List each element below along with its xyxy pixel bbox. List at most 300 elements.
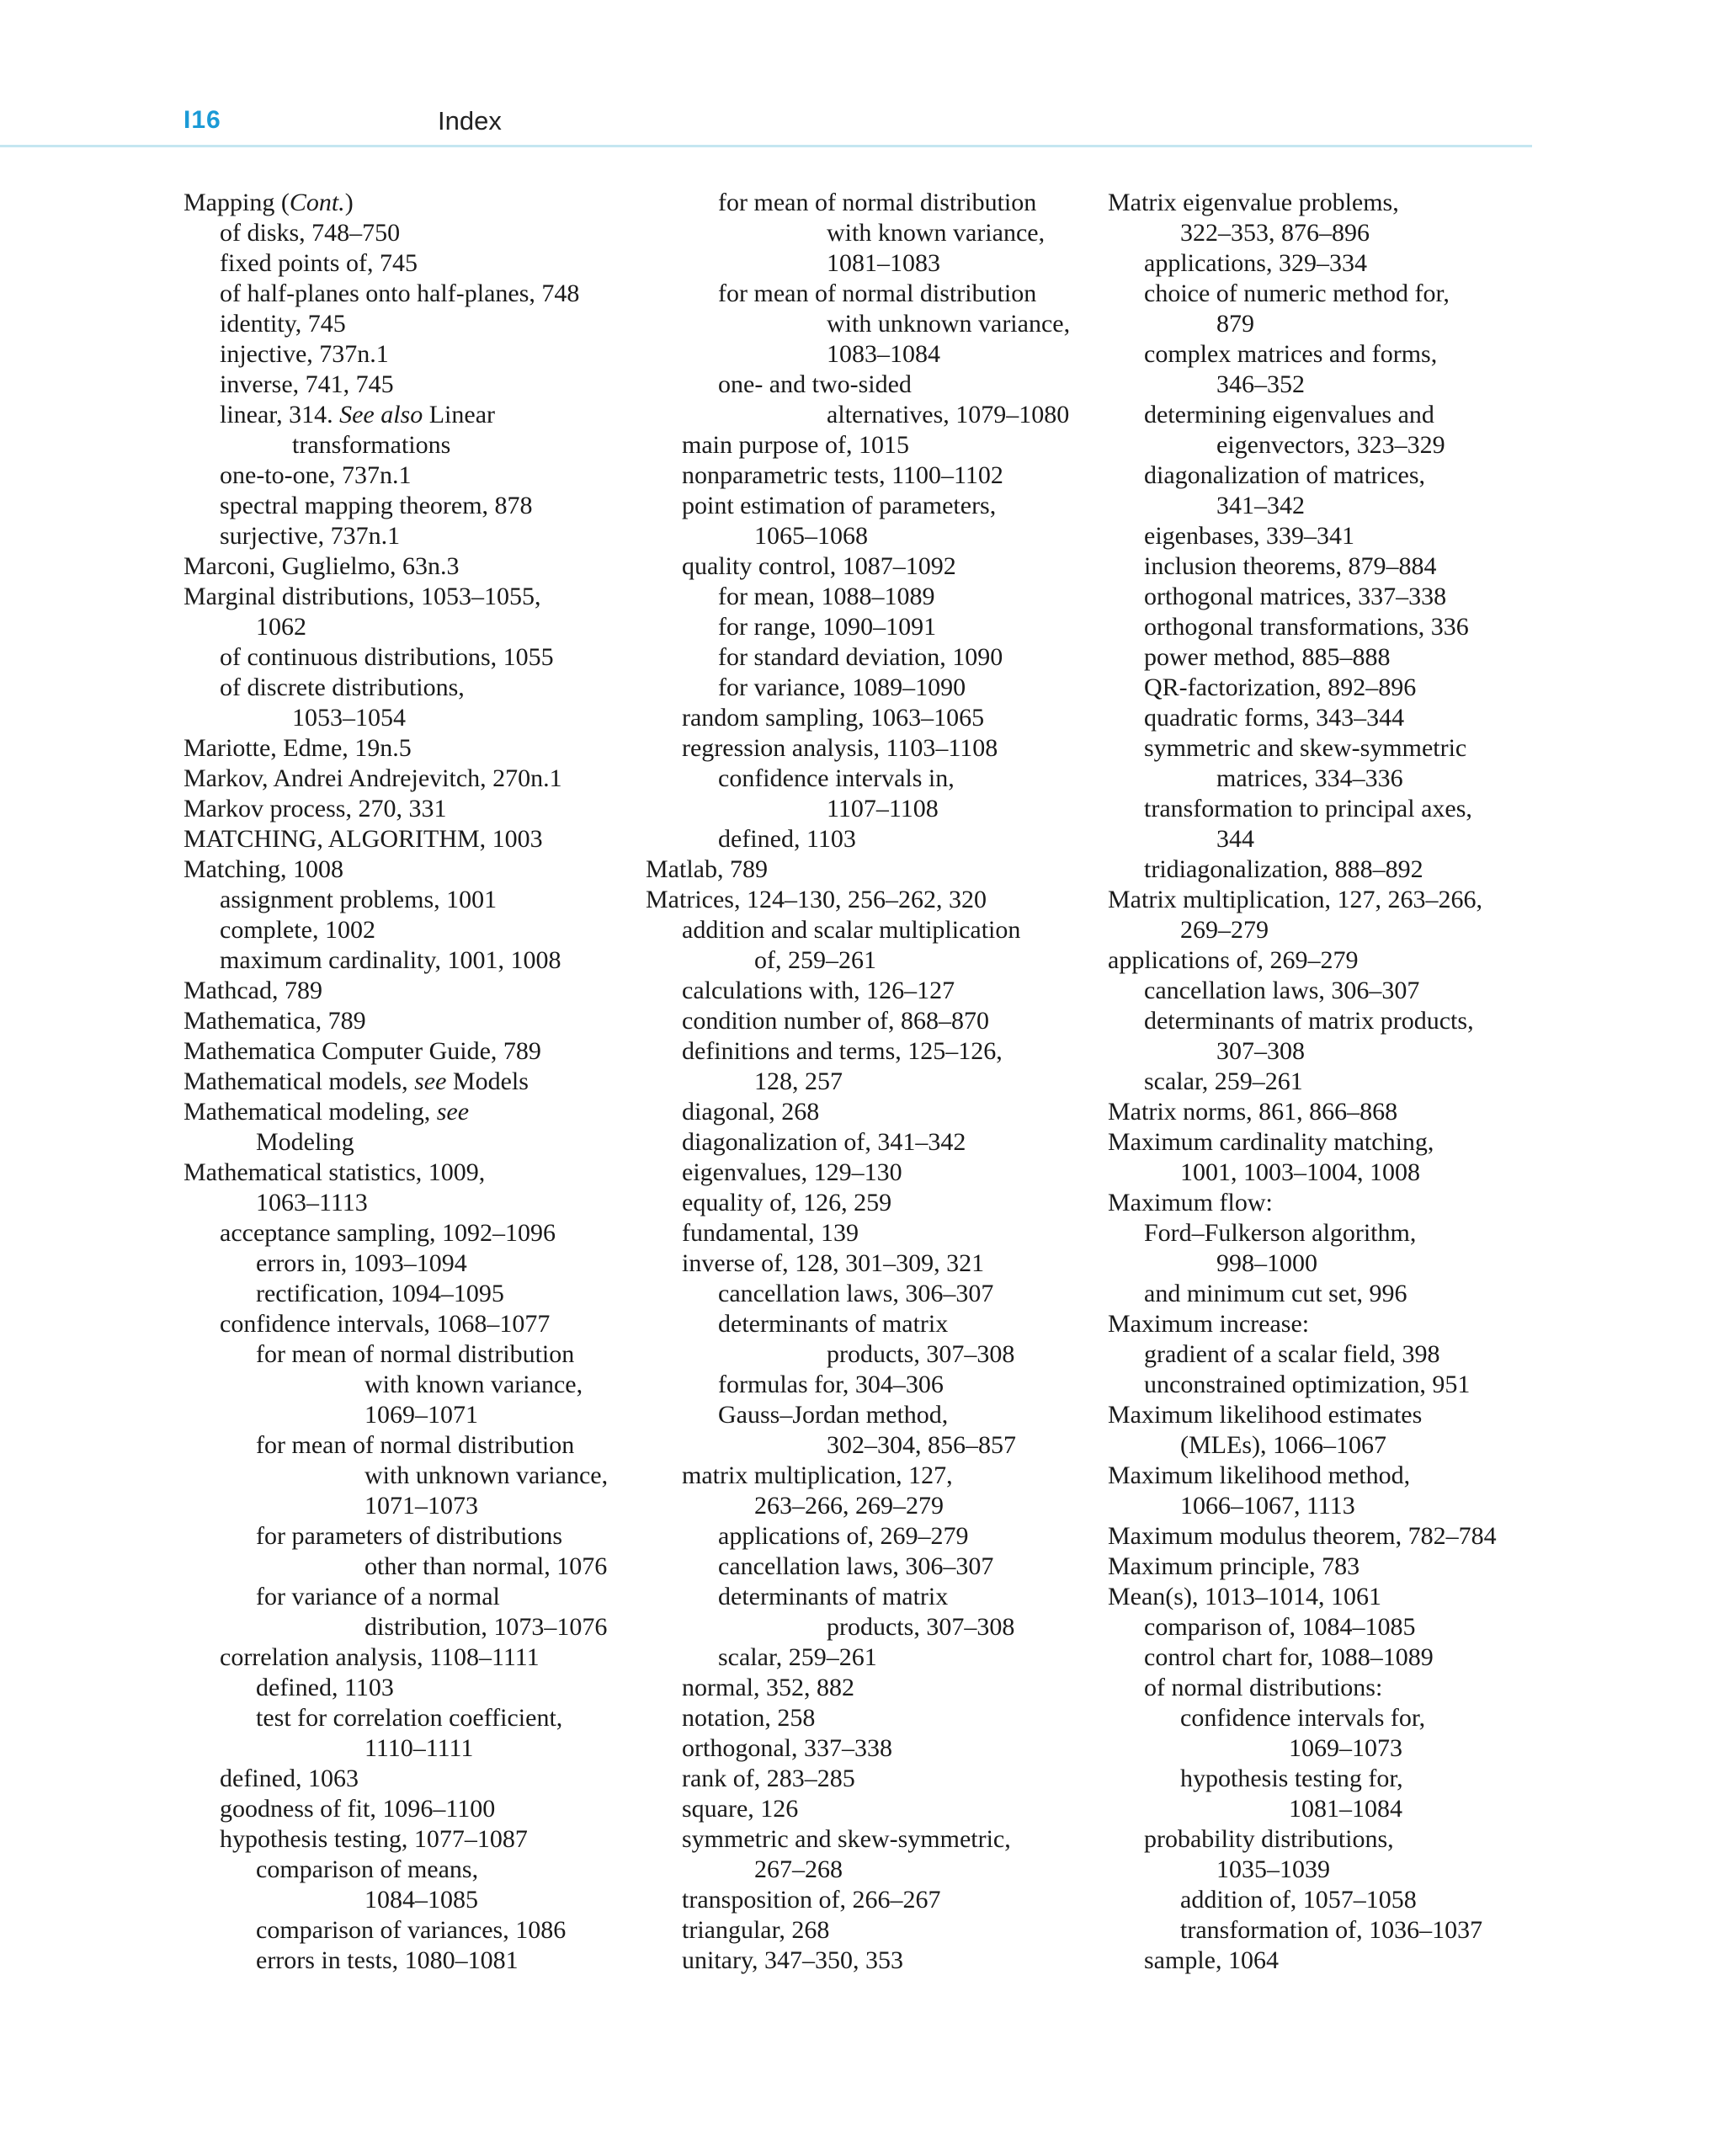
index-entry	[184, 248, 621, 279]
entry-italic: Cont.	[289, 189, 345, 216]
index-entry	[646, 642, 1100, 673]
entry-text: normal, 352, 882	[682, 1674, 854, 1701]
entry-text: of normal distributions:	[1144, 1674, 1383, 1701]
index-entry	[1108, 1612, 1546, 1642]
entry-text: Markov process, 270, 331	[184, 795, 447, 822]
entry-text: correlation analysis, 1108–1111	[220, 1643, 540, 1671]
index-entry	[646, 1036, 1100, 1067]
entry-text: 1107–1108	[827, 795, 939, 822]
entry-text: for mean of normal distribution	[718, 279, 1037, 307]
entry-text: point estimation of parameters,	[682, 492, 997, 519]
index-entry	[184, 824, 621, 854]
entry-text: transformations	[292, 431, 451, 459]
entry-text: notation, 258	[682, 1704, 816, 1732]
index-entry	[184, 1309, 621, 1339]
index-entry	[1108, 248, 1546, 279]
entry-text: diagonal, 268	[682, 1098, 820, 1126]
index-entry	[184, 612, 621, 642]
entry-text: comparison of variances, 1086	[256, 1916, 567, 1944]
index-entry	[1108, 400, 1546, 430]
entry-text: spectral mapping theorem, 878	[220, 492, 533, 519]
index-entry	[1108, 673, 1546, 703]
entry-text: Ford–Fulkerson algorithm,	[1144, 1219, 1417, 1247]
entry-text: random sampling, 1063–1065	[682, 704, 985, 732]
index-entry	[184, 1279, 621, 1309]
entry-text: unitary, 347–350, 353	[682, 1946, 904, 1974]
index-entry	[1108, 1824, 1546, 1855]
index-entry	[1108, 1642, 1546, 1673]
index-entry	[184, 551, 621, 582]
index-entry	[1108, 915, 1546, 945]
entry-text: with known variance,	[364, 1371, 583, 1398]
entry-text: complete, 1002	[220, 916, 375, 944]
entry-text: one- and two-sided	[718, 370, 912, 398]
index-entry	[184, 673, 621, 703]
entry-text: confidence intervals in,	[718, 764, 955, 792]
entry-text: power method, 885–888	[1144, 643, 1391, 671]
entry-text: 344	[1216, 825, 1254, 853]
index-entry	[184, 1703, 621, 1733]
index-entry	[184, 1127, 621, 1158]
entry-text: matrix multiplication, 127,	[682, 1461, 953, 1489]
entry-text: 267–268	[754, 1855, 843, 1883]
entry-text: transposition of, 266–267	[682, 1886, 941, 1914]
index-entry	[1108, 733, 1546, 764]
index-entry	[184, 1158, 621, 1188]
entry-text: quality control, 1087–1092	[682, 552, 956, 580]
index-entry	[646, 279, 1100, 309]
entry-text: for standard deviation, 1090	[718, 643, 1003, 671]
index-entry	[184, 1824, 621, 1855]
index-entry	[646, 1279, 1100, 1309]
entry-text: test for correlation coefficient,	[256, 1704, 563, 1732]
entry-text: Modeling	[256, 1128, 354, 1156]
entry-text: 1001, 1003–1004, 1008	[1180, 1158, 1420, 1186]
index-entry	[184, 400, 621, 430]
index-entry	[184, 1248, 621, 1279]
entry-text: diagonalization of matrices,	[1144, 461, 1426, 489]
entry-text: for mean of normal distribution	[718, 189, 1037, 216]
index-entry	[184, 582, 621, 612]
entry-text-after: Models	[446, 1067, 529, 1095]
entry-text: for parameters of distributions	[256, 1522, 563, 1550]
index-entry	[646, 1552, 1100, 1582]
index-entry	[1108, 1067, 1546, 1097]
index-entry	[646, 1370, 1100, 1400]
index-entry	[1108, 642, 1546, 673]
index-entry	[184, 1764, 621, 1794]
entry-text: Matrix norms, 861, 866–868	[1108, 1098, 1398, 1126]
entry-text: applications of, 269–279	[1108, 946, 1359, 974]
index-entry	[646, 1006, 1100, 1036]
entry-text: defined, 1063	[220, 1765, 359, 1792]
index-entry	[646, 1097, 1100, 1127]
entry-text: 1071–1073	[364, 1492, 478, 1520]
entry-text: confidence intervals for,	[1180, 1704, 1426, 1732]
entry-text: quadratic forms, 343–344	[1144, 704, 1405, 732]
entry-text: 998–1000	[1216, 1249, 1317, 1277]
index-entry	[646, 218, 1100, 248]
index-entry	[184, 460, 621, 491]
index-entry	[1108, 824, 1546, 854]
index-entry	[1108, 1218, 1546, 1248]
entry-text: Marconi, Guglielmo, 63n.3	[184, 552, 460, 580]
entry-text: comparison of, 1084–1085	[1144, 1613, 1416, 1641]
index-entry	[184, 1036, 621, 1067]
entry-text: eigenvectors, 323–329	[1216, 431, 1445, 459]
entry-text: 341–342	[1216, 492, 1305, 519]
entry-text: maximum cardinality, 1001, 1008	[220, 946, 561, 974]
index-entry	[646, 673, 1100, 703]
entry-text: assignment problems, 1001	[220, 886, 498, 913]
index-entry	[184, 1370, 621, 1400]
entry-text: transformation of, 1036–1037	[1180, 1916, 1483, 1944]
index-entry	[184, 1733, 621, 1764]
index-column-3	[1108, 188, 1546, 1976]
index-entry	[646, 370, 1100, 400]
index-entry	[1108, 945, 1546, 976]
page-header	[0, 0, 1532, 147]
entry-text: orthogonal, 337–338	[682, 1734, 892, 1762]
entry-text: 1053–1054	[292, 704, 406, 732]
index-entry	[184, 1430, 621, 1461]
entry-text: products, 307–308	[827, 1340, 1015, 1368]
index-entry	[1108, 976, 1546, 1006]
entry-text: 307–308	[1216, 1037, 1305, 1065]
entry-text: 1066–1067, 1113	[1180, 1492, 1355, 1520]
entry-text: 1065–1068	[754, 522, 868, 550]
entry-text: determinants of matrix products,	[1144, 1007, 1474, 1035]
index-entry	[646, 1794, 1100, 1824]
entry-text: Matching, 1008	[184, 855, 343, 883]
index-column-1	[184, 188, 621, 1976]
index-entry	[184, 1067, 621, 1097]
entry-text: eigenvalues, 129–130	[682, 1158, 902, 1186]
entry-text: Mathcad, 789	[184, 977, 322, 1004]
entry-text: for mean of normal distribution	[256, 1431, 575, 1459]
index-entry	[184, 1491, 621, 1521]
index-entry	[184, 309, 621, 339]
entry-text: eigenbases, 339–341	[1144, 522, 1354, 550]
entry-text-after: )	[344, 189, 354, 216]
entry-italic: see	[414, 1067, 447, 1095]
entry-text: 263–266, 269–279	[754, 1492, 944, 1520]
index-entry	[646, 1915, 1100, 1946]
index-entry	[184, 339, 621, 370]
entry-text: of continuous distributions, 1055	[220, 643, 554, 671]
entry-text: addition and scalar multiplication	[682, 916, 1021, 944]
entry-text: addition of, 1057–1058	[1180, 1886, 1417, 1914]
entry-text: 1063–1113	[256, 1189, 368, 1216]
index-entry	[1108, 1279, 1546, 1309]
entry-text: determinants of matrix	[718, 1310, 949, 1338]
entry-text: unconstrained optimization, 951	[1144, 1371, 1471, 1398]
entry-text: scalar, 259–261	[1144, 1067, 1303, 1095]
index-entry	[184, 642, 621, 673]
index-entry	[646, 430, 1100, 460]
entry-text: linear, 314.	[220, 401, 340, 429]
index-entry	[646, 339, 1100, 370]
entry-text: MATCHING, ALGORITHM, 1003	[184, 825, 543, 853]
entry-text: Mean(s), 1013–1014, 1061	[1108, 1583, 1381, 1610]
index-entry	[646, 1582, 1100, 1612]
index-entry	[646, 582, 1100, 612]
index-entry	[646, 915, 1100, 945]
index-entry	[1108, 1946, 1546, 1976]
index-entry	[184, 1885, 621, 1915]
entry-text: cancellation laws, 306–307	[718, 1280, 994, 1307]
entry-text: cancellation laws, 306–307	[718, 1552, 994, 1580]
index-entry	[1108, 854, 1546, 885]
index-entry	[1108, 430, 1546, 460]
index-entry	[646, 1642, 1100, 1673]
entry-text: Mathematica Computer Guide, 789	[184, 1037, 541, 1065]
entry-text: Mathematical models,	[184, 1067, 415, 1095]
page-number: I16	[184, 106, 221, 134]
index-entry	[1108, 1309, 1546, 1339]
entry-text: identity, 745	[220, 310, 346, 338]
index-entry	[1108, 1036, 1546, 1067]
index-entry	[184, 1006, 621, 1036]
entry-text: calculations with, 126–127	[682, 977, 955, 1004]
index-entry	[646, 1067, 1100, 1097]
entry-text: nonparametric tests, 1100–1102	[682, 461, 1003, 489]
entry-text: 1069–1073	[1289, 1734, 1402, 1762]
index-entry	[1108, 1764, 1546, 1794]
entry-text: definitions and terms, 125–126,	[682, 1037, 1003, 1065]
entry-text: applications of, 269–279	[718, 1522, 969, 1550]
entry-text: Marginal distributions, 1053–1055,	[184, 583, 541, 610]
entry-text: other than normal, 1076	[364, 1552, 608, 1580]
index-entry	[1108, 1582, 1546, 1612]
entry-text: main purpose of, 1015	[682, 431, 909, 459]
index-entry	[184, 1218, 621, 1248]
index-entry	[184, 885, 621, 915]
entry-text: equality of, 126, 259	[682, 1189, 892, 1216]
entry-text: 1062	[256, 613, 306, 641]
index-entry	[646, 1521, 1100, 1552]
index-entry	[184, 430, 621, 460]
index-entry	[646, 1885, 1100, 1915]
index-entry	[1108, 582, 1546, 612]
index-entry	[1108, 1370, 1546, 1400]
index-entry	[1108, 1158, 1546, 1188]
entry-text: defined, 1103	[718, 825, 856, 853]
entry-text: Maximum flow:	[1108, 1189, 1273, 1216]
entry-text: and minimum cut set, 996	[1144, 1280, 1407, 1307]
index-entry	[184, 1915, 621, 1946]
index-entry	[1108, 1006, 1546, 1036]
entry-text: errors in tests, 1080–1081	[256, 1946, 519, 1974]
index-entry	[646, 1673, 1100, 1703]
entry-text: condition number of, 868–870	[682, 1007, 989, 1035]
entry-text: for mean of normal distribution	[256, 1340, 575, 1368]
entry-text: Mathematica, 789	[184, 1007, 366, 1035]
entry-text: 322–353, 876–896	[1180, 219, 1370, 247]
index-entry	[646, 1218, 1100, 1248]
index-entry	[646, 824, 1100, 854]
entry-text: Matrix eigenvalue problems,	[1108, 189, 1399, 216]
index-entry	[646, 703, 1100, 733]
entry-text: rank of, 283–285	[682, 1765, 855, 1792]
index-entry	[1108, 1127, 1546, 1158]
index-entry	[184, 521, 621, 551]
index-entry	[646, 1158, 1100, 1188]
index-entry	[1108, 1339, 1546, 1370]
entry-text: determinants of matrix	[718, 1583, 949, 1610]
index-entry	[1108, 1733, 1546, 1764]
index-entry	[184, 188, 621, 218]
entry-text: for variance, 1089–1090	[718, 673, 966, 701]
entry-text: for range, 1090–1091	[718, 613, 937, 641]
entry-text: transformation to principal axes,	[1144, 795, 1472, 822]
entry-text: tridiagonalization, 888–892	[1144, 855, 1423, 883]
index-entry	[646, 1339, 1100, 1370]
index-entry	[184, 218, 621, 248]
index-entry	[646, 945, 1100, 976]
index-entry	[646, 400, 1100, 430]
entry-text-after: Linear	[423, 401, 496, 429]
entry-text: of disks, 748–750	[220, 219, 401, 247]
entry-text: Matrix multiplication, 127, 263–266,	[1108, 886, 1482, 913]
entry-text: errors in, 1093–1094	[256, 1249, 467, 1277]
entry-text: complex matrices and forms,	[1144, 340, 1438, 368]
entry-text: diagonalization of, 341–342	[682, 1128, 966, 1156]
index-entry	[184, 794, 621, 824]
entry-italic: see	[436, 1098, 470, 1126]
index-entry	[184, 976, 621, 1006]
entry-text: of, 259–261	[754, 946, 876, 974]
entry-text: regression analysis, 1103–1108	[682, 734, 998, 762]
index-entry	[646, 1309, 1100, 1339]
index-entry	[646, 1248, 1100, 1279]
entry-text: injective, 737n.1	[220, 340, 389, 368]
entry-text: Maximum cardinality matching,	[1108, 1128, 1434, 1156]
index-entry	[184, 491, 621, 521]
index-entry	[646, 854, 1100, 885]
index-entry	[646, 1733, 1100, 1764]
entry-text: goodness of fit, 1096–1100	[220, 1795, 496, 1823]
index-entry	[646, 1461, 1100, 1491]
entry-text: choice of numeric method for,	[1144, 279, 1450, 307]
index-entry	[1108, 1461, 1546, 1491]
index-entry	[184, 1461, 621, 1491]
entry-text: 1084–1085	[364, 1886, 478, 1914]
entry-text: inverse, 741, 745	[220, 370, 394, 398]
index-entry	[646, 612, 1100, 642]
entry-text: 879	[1216, 310, 1254, 338]
entry-text: Matrices, 124–130, 256–262, 320	[646, 886, 987, 913]
index-entry	[184, 733, 621, 764]
entry-text: 346–352	[1216, 370, 1305, 398]
index-entry	[1108, 339, 1546, 370]
entry-text: applications, 329–334	[1144, 249, 1367, 277]
index-entry	[646, 1855, 1100, 1885]
entry-text: hypothesis testing, 1077–1087	[220, 1825, 528, 1853]
index-entry	[184, 1400, 621, 1430]
entry-text: 1081–1084	[1289, 1795, 1402, 1823]
index-entry	[184, 854, 621, 885]
index-entry	[184, 1188, 621, 1218]
index-entry	[1108, 703, 1546, 733]
index-entry	[184, 915, 621, 945]
entry-text: inclusion theorems, 879–884	[1144, 552, 1437, 580]
index-entry	[1108, 460, 1546, 491]
index-entry	[1108, 794, 1546, 824]
index-entry	[1108, 309, 1546, 339]
index-entry	[646, 764, 1100, 794]
index-entry	[1108, 188, 1546, 218]
index-entry	[646, 1764, 1100, 1794]
index-entry	[1108, 1855, 1546, 1885]
index-entry	[1108, 1430, 1546, 1461]
entry-text: cancellation laws, 306–307	[1144, 977, 1420, 1004]
entry-text: Markov, Andrei Andrejevitch, 270n.1	[184, 764, 562, 792]
entry-text: QR-factorization, 892–896	[1144, 673, 1417, 701]
entry-text: 1069–1071	[364, 1401, 478, 1429]
index-entry	[184, 279, 621, 309]
index-entry	[646, 1946, 1100, 1976]
index-entry	[1108, 885, 1546, 915]
index-entry	[184, 370, 621, 400]
entry-text: Maximum increase:	[1108, 1310, 1310, 1338]
entry-text: fixed points of, 745	[220, 249, 418, 277]
entry-text: of discrete distributions,	[220, 673, 465, 701]
entry-text: matrices, 334–336	[1216, 764, 1403, 792]
index-entry	[1108, 279, 1546, 309]
entry-text: Mathematical statistics, 1009,	[184, 1158, 486, 1186]
entry-paren: (	[280, 189, 290, 216]
entry-text: Mariotte, Edme, 19n.5	[184, 734, 412, 762]
entry-text: gradient of a scalar field, 398	[1144, 1340, 1440, 1368]
index-entry	[184, 1794, 621, 1824]
entry-text: rectification, 1094–1095	[256, 1280, 504, 1307]
index-entry	[1108, 764, 1546, 794]
entry-text: alternatives, 1079–1080	[827, 401, 1070, 429]
index-entry	[1108, 1248, 1546, 1279]
index-entry	[1108, 1188, 1546, 1218]
entry-text: hypothesis testing for,	[1180, 1765, 1403, 1792]
index-entry	[1108, 1400, 1546, 1430]
index-column-2	[646, 188, 1100, 1976]
running-head: Index	[438, 106, 502, 136]
index-entry	[646, 188, 1100, 218]
entry-text: 302–304, 856–857	[827, 1431, 1016, 1459]
index-entry	[646, 976, 1100, 1006]
entry-text: Gauss–Jordan method,	[718, 1401, 949, 1429]
entry-text: confidence intervals, 1068–1077	[220, 1310, 551, 1338]
index-entry	[184, 1642, 621, 1673]
index-entry	[1108, 1794, 1546, 1824]
entry-text: defined, 1103	[256, 1674, 394, 1701]
entry-text: triangular, 268	[682, 1916, 830, 1944]
index-entry	[184, 1855, 621, 1885]
index-entry	[1108, 521, 1546, 551]
entry-text: formulas for, 304–306	[718, 1371, 944, 1398]
entry-text: one-to-one, 737n.1	[220, 461, 412, 489]
index-entry	[1108, 218, 1546, 248]
index-entry	[1108, 491, 1546, 521]
index-entry	[1108, 1097, 1546, 1127]
index-entry	[646, 794, 1100, 824]
index-entry	[1108, 1673, 1546, 1703]
entry-text: for mean, 1088–1089	[718, 583, 935, 610]
entry-text: determining eigenvalues and	[1144, 401, 1434, 429]
index-entry	[646, 1491, 1100, 1521]
index-entry	[646, 248, 1100, 279]
entry-text: orthogonal matrices, 337–338	[1144, 583, 1447, 610]
entry-text: for variance of a normal	[256, 1583, 500, 1610]
